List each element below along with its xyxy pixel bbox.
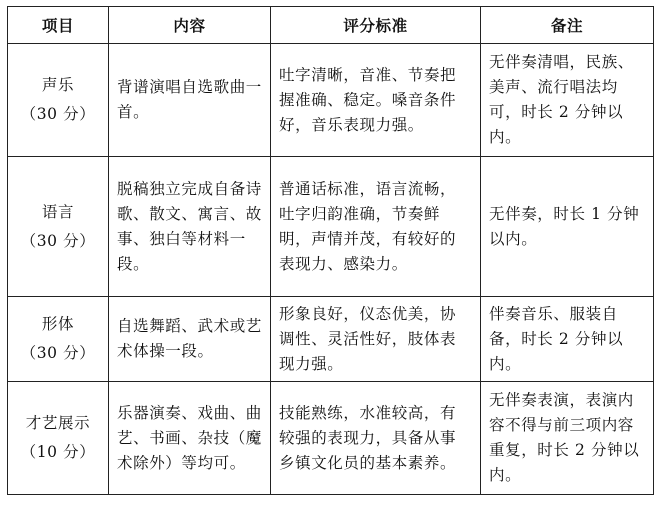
notes-text: 无伴奏，时长 1 分钟以内。 [489, 204, 640, 248]
category-cell [8, 297, 109, 382]
table-header [8, 7, 654, 44]
notes-cell [481, 382, 654, 495]
criteria-cell [271, 44, 481, 157]
criteria-text: 形象良好，仪态优美，协调性、灵活性好，肢体表现力强。 [279, 304, 457, 373]
category-cell [8, 382, 109, 495]
table-row-speech [8, 157, 654, 297]
notes-cell [481, 297, 654, 382]
table-body [8, 44, 654, 495]
header-criteria: 评分标准 [271, 7, 481, 44]
notes-cell [481, 44, 654, 157]
criteria-cell [271, 382, 481, 495]
content-text: 背谱演唱自选歌曲一首。 [117, 78, 262, 121]
category-score: （10 分） [20, 443, 96, 461]
category-name: 语言 [41, 202, 75, 221]
criteria-text: 普通话标准，语言流畅，吐字归韵准确，节奏鲜明，声情并茂，有较好的表现力、感染力。 [279, 179, 457, 273]
criteria-cell [271, 297, 481, 382]
content-cell [109, 157, 271, 297]
criteria-text: 吐字清晰，音准、节奏把握准确、稳定。嗓音条件好，音乐表现力强。 [279, 65, 457, 134]
notes-text: 伴奏音乐、服装自备，时长 2 分钟以内。 [489, 304, 624, 373]
content-text: 脱稿独立完成自备诗歌、散文、寓言、故事、独白等材料一段。 [117, 179, 262, 273]
table-row-talent [8, 382, 654, 495]
category-score: （30 分） [20, 231, 96, 250]
header-item: 项目 [8, 7, 109, 44]
table-row-body [8, 297, 654, 382]
notes-cell [481, 157, 654, 297]
header-notes: 备注 [481, 7, 654, 44]
content-cell [109, 297, 271, 382]
content-text: 乐器演奏、戏曲、曲艺、书画、杂技（魔术除外）等均可。 [117, 403, 262, 472]
header-row [8, 7, 654, 44]
content-cell [109, 382, 271, 495]
category-score: （30 分） [20, 344, 96, 362]
category-cell [8, 44, 109, 157]
notes-text: 无伴奏表演，表演内容不得与前三项内容重复，时长 2 分钟以内。 [489, 391, 640, 484]
criteria-cell [271, 157, 481, 297]
criteria-text: 技能熟练，水准较高，有较强的表现力，具备从事乡镇文化员的基本素养。 [279, 403, 457, 472]
category-name: 才艺展示 [25, 414, 91, 432]
category-cell [8, 157, 109, 297]
category-score: （30 分） [20, 105, 96, 123]
scoring-table [7, 6, 654, 495]
category-name: 声乐 [41, 76, 75, 94]
header-content: 内容 [109, 7, 271, 44]
category-name: 形体 [41, 315, 75, 333]
notes-text: 无伴奏清唱，民族、美声、流行唱法均可，时长 2 分钟以内。 [489, 53, 634, 146]
content-cell [109, 44, 271, 157]
table-row-vocal [8, 44, 654, 157]
content-text: 自选舞蹈、武术或艺术体操一段。 [117, 317, 262, 360]
